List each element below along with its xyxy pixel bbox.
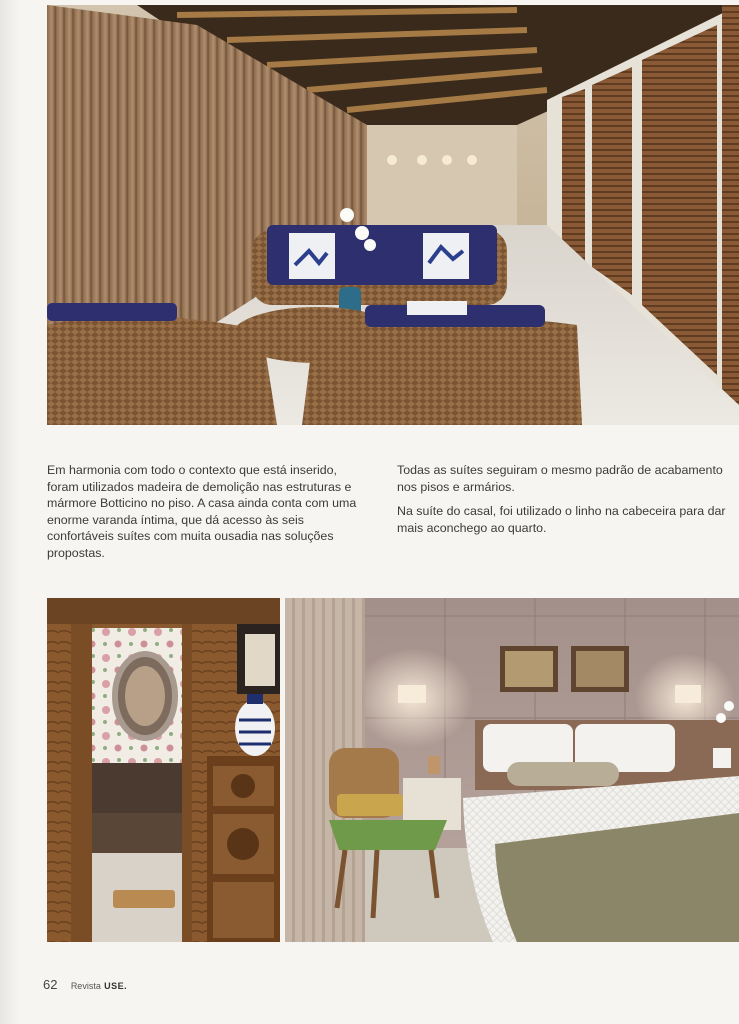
photo-master-bedroom — [285, 598, 739, 942]
paragraph-suites-finish: Todas as suítes seguiram o mesmo padrão de acabamento nos pisos e armários. — [397, 463, 723, 494]
paragraph-master-suite: Na suíte do casal, foi utilizado o linho na cabeceira para dar mais aconchego ao quarto. — [397, 504, 726, 535]
magazine-name: Revista — [70, 981, 101, 991]
photo-bathroom-doorway — [47, 598, 280, 942]
article-text-right-column — [397, 462, 739, 544]
page-gutter-shade — [0, 0, 20, 1024]
magazine-brand: USE. — [104, 981, 128, 991]
page-footer — [43, 977, 127, 992]
page-number: 62 — [43, 977, 58, 992]
photo-veranda-lounge — [47, 5, 739, 425]
article-text-left-column — [47, 462, 372, 570]
paragraph-materials: Em harmonia com todo o contexto que está inserido, foram utilizados madeira de demolição nas estruturas e mármore Botticino no piso. A casa ainda conta com uma enorme varanda íntima, que dá acesso às seis confortáveis suítes com muita ousadia nas soluções propostas. — [47, 463, 357, 560]
